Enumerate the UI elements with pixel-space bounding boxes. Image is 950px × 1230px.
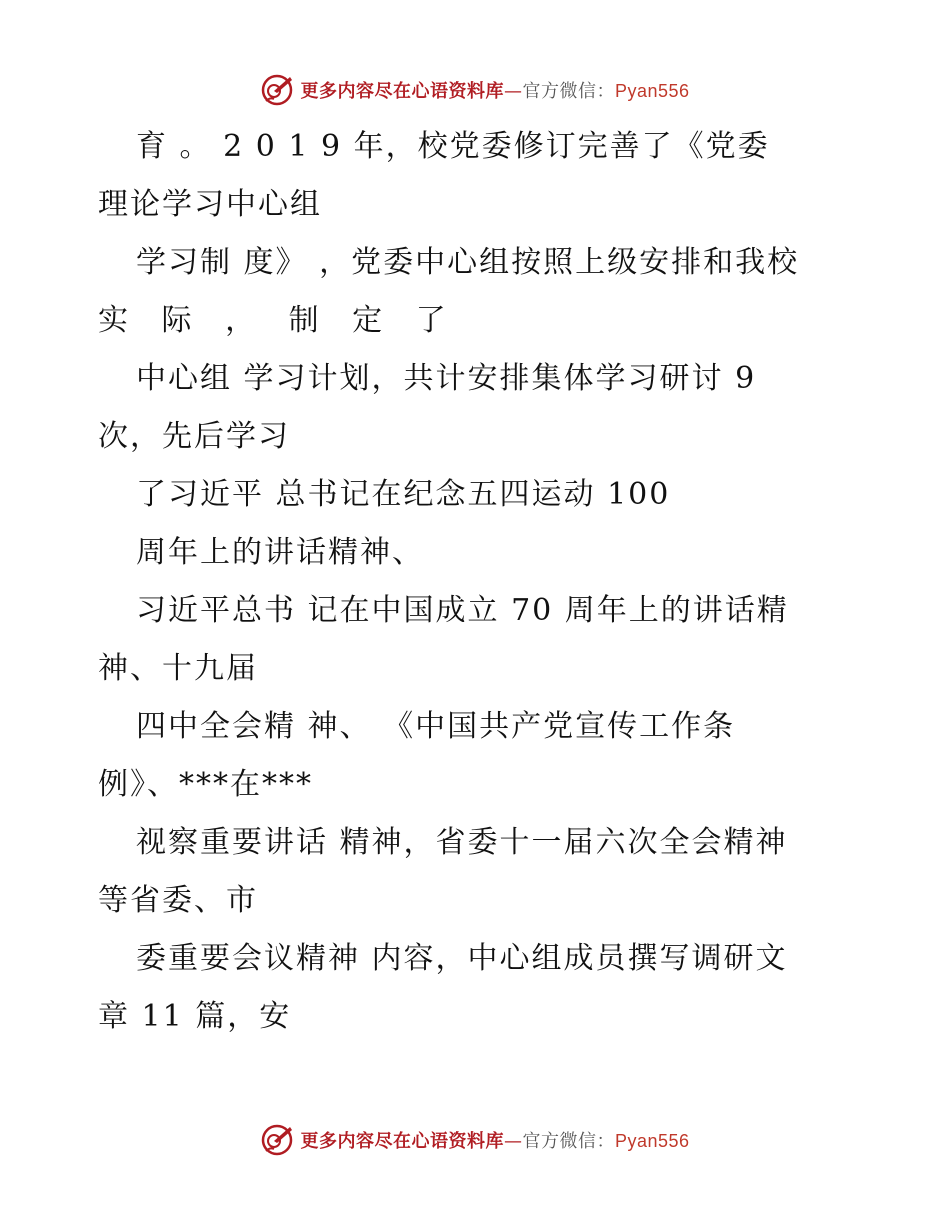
banner-official-label: 官方微信： — [522, 1131, 615, 1152]
text-line: 中心组 学习计划，共计安排集体学习研讨 9 — [136, 361, 757, 396]
banner-content — [260, 73, 689, 107]
text-line: 章 11 篇，安 — [98, 999, 292, 1034]
text-line: 了习近平 总书记在纪念五四运动 100 — [136, 477, 671, 512]
text-line: 周年上的讲话精神、 — [136, 535, 424, 570]
header-banner — [0, 70, 950, 110]
banner-wechat-id: Pyan556 — [614, 1131, 690, 1151]
banner-dash: — — [503, 1131, 523, 1152]
banner-dash: — — [503, 81, 523, 102]
banner-content — [260, 1123, 689, 1157]
pen-logo-icon — [260, 1123, 294, 1157]
text-line: 委重要会议精神 内容，中心组成员撰写调研文 — [136, 941, 788, 976]
banner-main-text: 更多内容尽在心语资料库 — [300, 1131, 504, 1152]
text-line: 习近平总书 记在中国成立 70 周年上的讲话精 — [136, 593, 789, 628]
banner-text — [300, 77, 689, 103]
text-line: 等省委、市 — [98, 883, 258, 918]
text-line: 视察重要讲话 精神，省委十一届六次全会精神 — [136, 825, 788, 860]
text-line: 四中全会精 神、 《中国共产党宣传工作条 — [136, 709, 736, 744]
text-line: 理论学习中心组 — [98, 187, 322, 222]
text-line: 实 际 ， 制 定 了 — [98, 303, 458, 338]
text-line: 次，先后学习 — [98, 419, 290, 454]
pen-logo-icon — [260, 73, 294, 107]
banner-wechat-id: Pyan556 — [614, 81, 690, 101]
banner-text — [300, 1127, 689, 1153]
text-line: 神、十九届 — [98, 651, 258, 686]
text-line: 学习制 度》 ，党委中心组按照上级安排和我校 — [136, 245, 800, 280]
document-body — [98, 118, 868, 1046]
text-line: 例》、***在*** — [98, 767, 313, 802]
text-line: 育 。 2 0 1 9 年，校党委修订完善了《党委 — [136, 129, 770, 164]
banner-main-text: 更多内容尽在心语资料库 — [300, 81, 504, 102]
footer-banner — [0, 1120, 950, 1160]
banner-official-label: 官方微信： — [522, 81, 615, 102]
